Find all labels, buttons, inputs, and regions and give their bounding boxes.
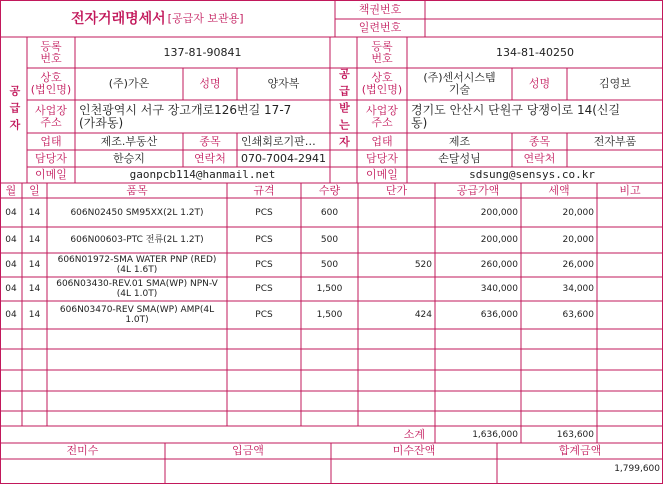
row-tax: 63,600 <box>562 310 594 320</box>
buyer-contact <box>567 150 663 167</box>
serial-number-label: 일련번호 <box>358 21 402 34</box>
buyer-company-label: 상호 (법인명) <box>361 71 403 96</box>
row-tax: 26,000 <box>562 260 594 270</box>
unpaid-value <box>0 459 165 483</box>
supplier-email: gaonpcb114@hanmail.net <box>129 168 276 181</box>
title-text: 전자거래명세서 <box>71 11 166 27</box>
supplier-name-label: 성명 <box>199 77 221 90</box>
row-spec: PCS <box>255 310 273 320</box>
col-supply-header: 공급가액 <box>456 183 500 197</box>
supplier-biz-item: 인쇄회로기판… <box>241 134 316 148</box>
row-spec: PCS <box>255 260 273 270</box>
row-month: 04 <box>5 207 17 218</box>
col-spec-header: 규격 <box>253 183 275 197</box>
row-qty: 500 <box>320 235 339 245</box>
row-tax: 20,000 <box>562 207 594 218</box>
subtotal-label: 소계 <box>403 427 425 441</box>
buyer-company: (주)센서시스템 기술 <box>423 71 496 96</box>
supplier-company-label: 상호 (법인명) <box>30 71 72 96</box>
row-note <box>597 253 663 277</box>
supplier-email-label: 이메일 <box>35 168 67 181</box>
row-item: 606N03430-REV.01 SMA(WP) NPN-V (4L 1.0T) <box>56 279 218 299</box>
row-day: 14 <box>28 310 41 320</box>
col-price-header: 단가 <box>385 183 408 197</box>
supplier-address-label: 사업장 주소 <box>35 103 67 129</box>
col-qty-header: 수량 <box>318 183 341 197</box>
supplier-biz-type: 제조.부동산 <box>100 134 158 148</box>
buyer-side-label: 공급받는자 <box>337 67 351 153</box>
row-price <box>358 227 435 253</box>
book-number-label: 책권번호 <box>358 3 402 16</box>
outstanding-value <box>331 459 497 483</box>
row-supply: 636,000 <box>480 310 518 320</box>
supplier-biz-item-label: 종목 <box>199 134 221 148</box>
title-subtitle: [공급자 보관용] <box>167 12 244 25</box>
row-day: 14 <box>28 235 41 245</box>
supplier-biz-type-label: 업태 <box>40 134 62 148</box>
supplier-reg-no-label: 등록 번호 <box>40 39 62 65</box>
subtotal-tax: 163,600 <box>556 429 594 440</box>
row-spec: PCS <box>255 284 273 294</box>
row-note <box>597 301 663 329</box>
row-price <box>358 277 435 301</box>
row-month: 04 <box>5 284 17 294</box>
row-item: 606N00603-PTC 전류(2L 1.2T) <box>70 235 204 245</box>
row-day: 14 <box>28 284 41 294</box>
col-month-header: 월 <box>5 183 17 197</box>
row-month: 04 <box>5 310 17 320</box>
supplier-reg-no: 137-81-90841 <box>163 45 242 59</box>
buyer-reg-no-label: 등록 번호 <box>371 39 393 65</box>
document-title <box>1 1 335 37</box>
row-item: 606N01972-SMA WATER PNP (RED) (4L 1.6T) <box>57 255 217 275</box>
row-price <box>358 198 435 227</box>
row-supply: 200,000 <box>480 235 518 245</box>
row-price: 520 <box>414 260 432 270</box>
buyer-biz-type-label: 업태 <box>371 134 393 148</box>
col-tax-header: 세액 <box>548 183 570 197</box>
supplier-address: 인천광역시 서구 장고개로126번길 17-7 (가좌동) <box>79 102 292 130</box>
buyer-manager: 손달성님 <box>438 151 481 165</box>
supplier-manager-label: 담당자 <box>35 151 67 165</box>
row-tax: 34,000 <box>562 284 594 294</box>
subtotal-supply: 1,636,000 <box>472 429 518 440</box>
total-label: 합계금액 <box>558 444 602 457</box>
supplier-side-label: 공급자 <box>8 84 21 136</box>
received-value <box>165 459 331 483</box>
buyer-reg-no: 134-81-40250 <box>496 45 574 59</box>
buyer-address-label: 사업장 주소 <box>366 103 398 129</box>
unpaid-label: 전미수 <box>66 444 99 457</box>
row-spec: PCS <box>255 235 273 245</box>
buyer-name-label: 성명 <box>528 77 551 90</box>
row-item: 606N03470-REV SMA(WP) AMP(4L 1.0T) <box>59 305 215 325</box>
row-spec: PCS <box>255 207 273 218</box>
buyer-biz-type: 제조 <box>448 134 471 148</box>
supplier-company: (주)가온 <box>108 77 150 90</box>
buyer-name: 김영보 <box>599 77 631 90</box>
row-price: 424 <box>414 310 432 320</box>
row-item: 606N02450 SM95XX(2L 1.2T) <box>70 207 204 218</box>
col-day-header: 일 <box>29 183 40 197</box>
row-day: 14 <box>28 260 41 270</box>
buyer-manager-label: 담당자 <box>366 151 398 165</box>
buyer-email-label: 이메일 <box>366 168 398 181</box>
row-supply: 260,000 <box>480 260 518 270</box>
col-note-header: 비고 <box>619 183 641 197</box>
row-supply: 200,000 <box>480 207 518 218</box>
total-value: 1,799,600 <box>614 464 660 474</box>
row-month: 04 <box>5 260 17 270</box>
supplier-name: 양자복 <box>267 77 300 90</box>
row-supply: 340,000 <box>480 284 518 294</box>
row-note <box>597 198 663 227</box>
outstanding-label: 미수잔액 <box>392 444 436 457</box>
row-tax: 20,000 <box>562 235 594 245</box>
buyer-address: 경기도 안산시 단원구 당쟁이로 14(신길 동) <box>411 102 621 130</box>
row-note <box>597 227 663 253</box>
row-month: 04 <box>5 235 17 245</box>
row-note <box>597 277 663 301</box>
buyer-email: sdsung@sensys.co.kr <box>469 168 595 181</box>
col-item-header: 품목 <box>126 183 148 197</box>
row-qty: 1,500 <box>316 284 343 294</box>
row-qty: 1,500 <box>316 310 343 320</box>
row-qty: 600 <box>320 207 339 218</box>
supplier-contact-label: 연락처 <box>194 151 226 165</box>
row-day: 14 <box>28 207 41 218</box>
supplier-manager: 한승지 <box>113 151 145 165</box>
received-label: 입금액 <box>232 444 264 457</box>
supplier-contact: 070-7004-2941 <box>241 151 326 165</box>
buyer-contact-label: 연락처 <box>523 151 556 165</box>
buyer-biz-item-label: 종목 <box>528 134 551 148</box>
buyer-biz-item: 전자부품 <box>593 134 637 148</box>
row-qty: 500 <box>320 260 339 270</box>
